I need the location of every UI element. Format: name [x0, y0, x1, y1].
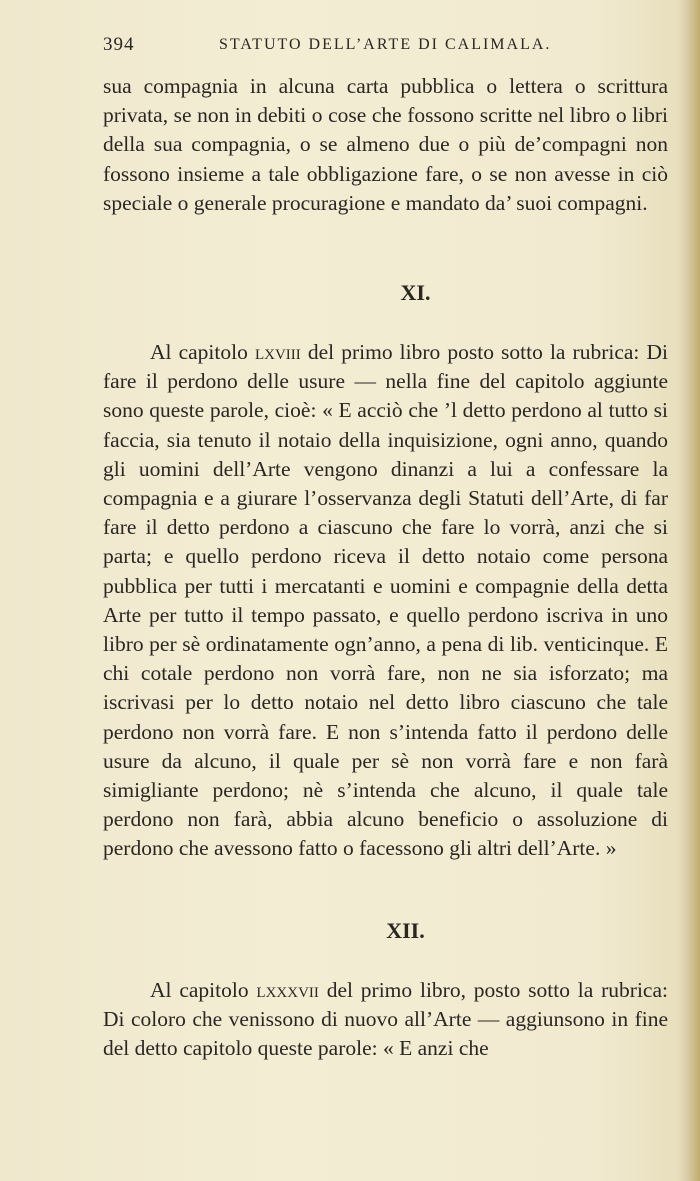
section-xii-paragraph	[103, 976, 668, 1064]
section-heading-xi: XI.	[400, 280, 431, 305]
section-xi-lead: Al capitolo	[150, 340, 248, 364]
page-edge-shadow	[678, 0, 700, 1181]
running-title: STATUTO DELL’ARTE DI CALIMALA.	[219, 36, 552, 53]
page-number: 394	[103, 34, 135, 55]
paragraph-continued: sua compagnia in alcuna carta pubblica o lettera o scrittura privata, se non in debiti o cose che fossono scritte nel libro o libri della sua compagnia, o se almeno due o più de’compagni non fossono insieme a tale obbligazione fare, o se non avesse in ciò speciale o generale procuragione e mandato da’ suoi compagni.	[103, 74, 668, 215]
section-xi-body: del primo libro posto sotto la rubrica: Di fare il perdono delle usure — nella fine del capitolo aggiunte sono queste parole, cioè: « E acciò che ’l detto perdono al tutto si faccia, sia tenuto il notaio della inquisizione, ogni anno, quando gli uomini dell’Arte vengono dinanzi a lui a confessare la compagnia e a giurare l’osservanza degli Statuti dell’Arte, di far fare il detto perdono a ciascuno che fare lo vorrà, anzi che si parta; e quello perdono riceva il detto notaio come persona pubblica per tutti i mercatanti e uomini e compagnie della detta Arte per tutto il tempo passato, e quello perdono iscriva in uno libro per sè ordinatamente ogn’anno, a pena di lib. venticinque. E chi cotale perdono non vorrà fare, non ne sia isforzato; ma iscrivasi per lo detto notaio nel detto libro ciascuno che tale perdono non vorrà fare. E non s’intenda fatto il perdono delle usure da alcuno, il quale per sè non vorrà fare e non farà simigliante perdono; nè s’intenda che alcuno, il quale tale perdono non farà, abbia alcuno beneficio o assoluzione di perdono che avessono fatto o facessono gli altri dell’Arte. »	[103, 340, 668, 861]
chapter-number-xi: lxviii	[254, 340, 301, 364]
section-xii-body: del primo libro, posto sotto la rubrica: Di coloro che venissono di nuovo all’Arte — aggiunsono in fine del detto capitolo queste parole: « E anzi che	[103, 978, 668, 1061]
section-xi-paragraph	[103, 338, 668, 864]
section-heading-xii: XII.	[386, 918, 425, 943]
chapter-number-xii: lxxxvii	[256, 978, 319, 1002]
section-xii-lead: Al capitolo	[150, 978, 249, 1002]
running-header	[103, 34, 668, 64]
